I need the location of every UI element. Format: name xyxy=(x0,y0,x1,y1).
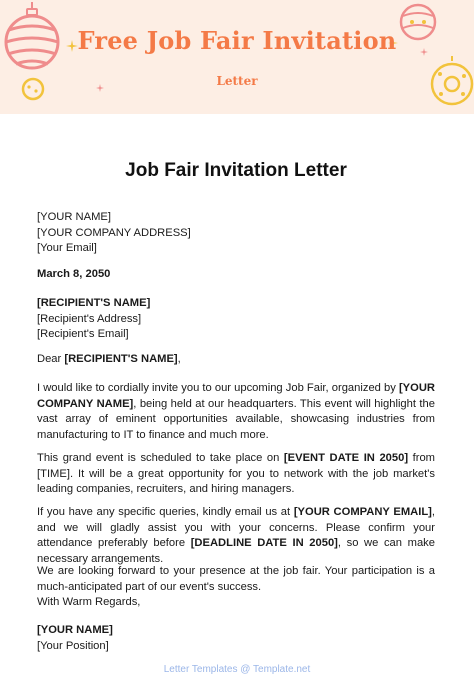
paragraph-text: I would like to cordially invite you to our upcoming Job Fair, organized by xyxy=(37,382,396,394)
banner-subtitle: Letter xyxy=(216,74,258,88)
paragraph-text: This grand event is scheduled to take place on xyxy=(37,452,280,464)
company-name: [YOUR COMPANY NAME] xyxy=(37,382,436,410)
recipient-address: [Recipient's Address] xyxy=(37,312,142,325)
sender-email: [Your Email] xyxy=(37,242,97,255)
paragraph-text: , being held at our headquarters. This event will highlight the vast array of eminent opportunities available, showcasing industries from manufacturing to IT to finance and much more. xyxy=(37,397,435,441)
recipient-email: [Recipient's Email] xyxy=(37,328,129,341)
paragraph-event xyxy=(37,451,435,498)
company-email: [YOUR COMPANY EMAIL] xyxy=(293,506,432,518)
signature-name: [YOUR NAME] xyxy=(37,624,113,636)
signature-position: [Your Position] xyxy=(37,639,109,652)
document-title: Job Fair Invitation Letter xyxy=(125,160,347,181)
banner-title: Free Job Fair Invitation xyxy=(77,26,397,55)
paragraph-text: If you have any specific queries, kindly email us at xyxy=(37,506,291,518)
paragraph-text: , so we can make necessary arrangements. xyxy=(37,537,435,565)
salutation xyxy=(37,352,435,368)
paragraph-text: from [TIME]. It will be a great opportunity for you to network with the job market's leading companies, recruiters, and hiring managers. xyxy=(37,452,435,496)
closing-line xyxy=(37,595,435,611)
date-text: March 8, 2050 xyxy=(37,268,111,280)
sender-name: [YOUR NAME] xyxy=(37,211,111,223)
deadline-date: [DEADLINE DATE IN 2050] xyxy=(190,537,338,550)
paragraph-closing xyxy=(37,564,435,595)
salutation-name: [RECIPIENT'S NAME] xyxy=(64,353,178,365)
paragraph-queries xyxy=(37,505,435,567)
recipient-block xyxy=(37,296,435,343)
footer-link[interactable]: Letter Templates @ Template.net xyxy=(163,664,311,675)
paragraph-text: We are looking forward to your presence at the job fair. Your participation is a much-anticipated part of our event's success. xyxy=(37,565,435,593)
salutation-suffix: , xyxy=(177,353,181,365)
letter-date xyxy=(37,267,435,283)
salutation-prefix: Dear xyxy=(37,353,62,365)
sender-address: [YOUR COMPANY ADDRESS] xyxy=(37,226,191,239)
closing-text: With Warm Regards, xyxy=(37,596,141,608)
signature-block xyxy=(37,623,435,654)
header-banner xyxy=(0,0,474,114)
recipient-name: [RECIPIENT'S NAME] xyxy=(37,297,151,309)
paragraph-invitation xyxy=(37,381,435,443)
paragraph-text: , and we will gladly assist you with your concerns. Please confirm your attendance preferably before xyxy=(37,506,435,550)
event-date: [EVENT DATE IN 2050] xyxy=(283,452,409,464)
sender-block xyxy=(37,210,435,257)
